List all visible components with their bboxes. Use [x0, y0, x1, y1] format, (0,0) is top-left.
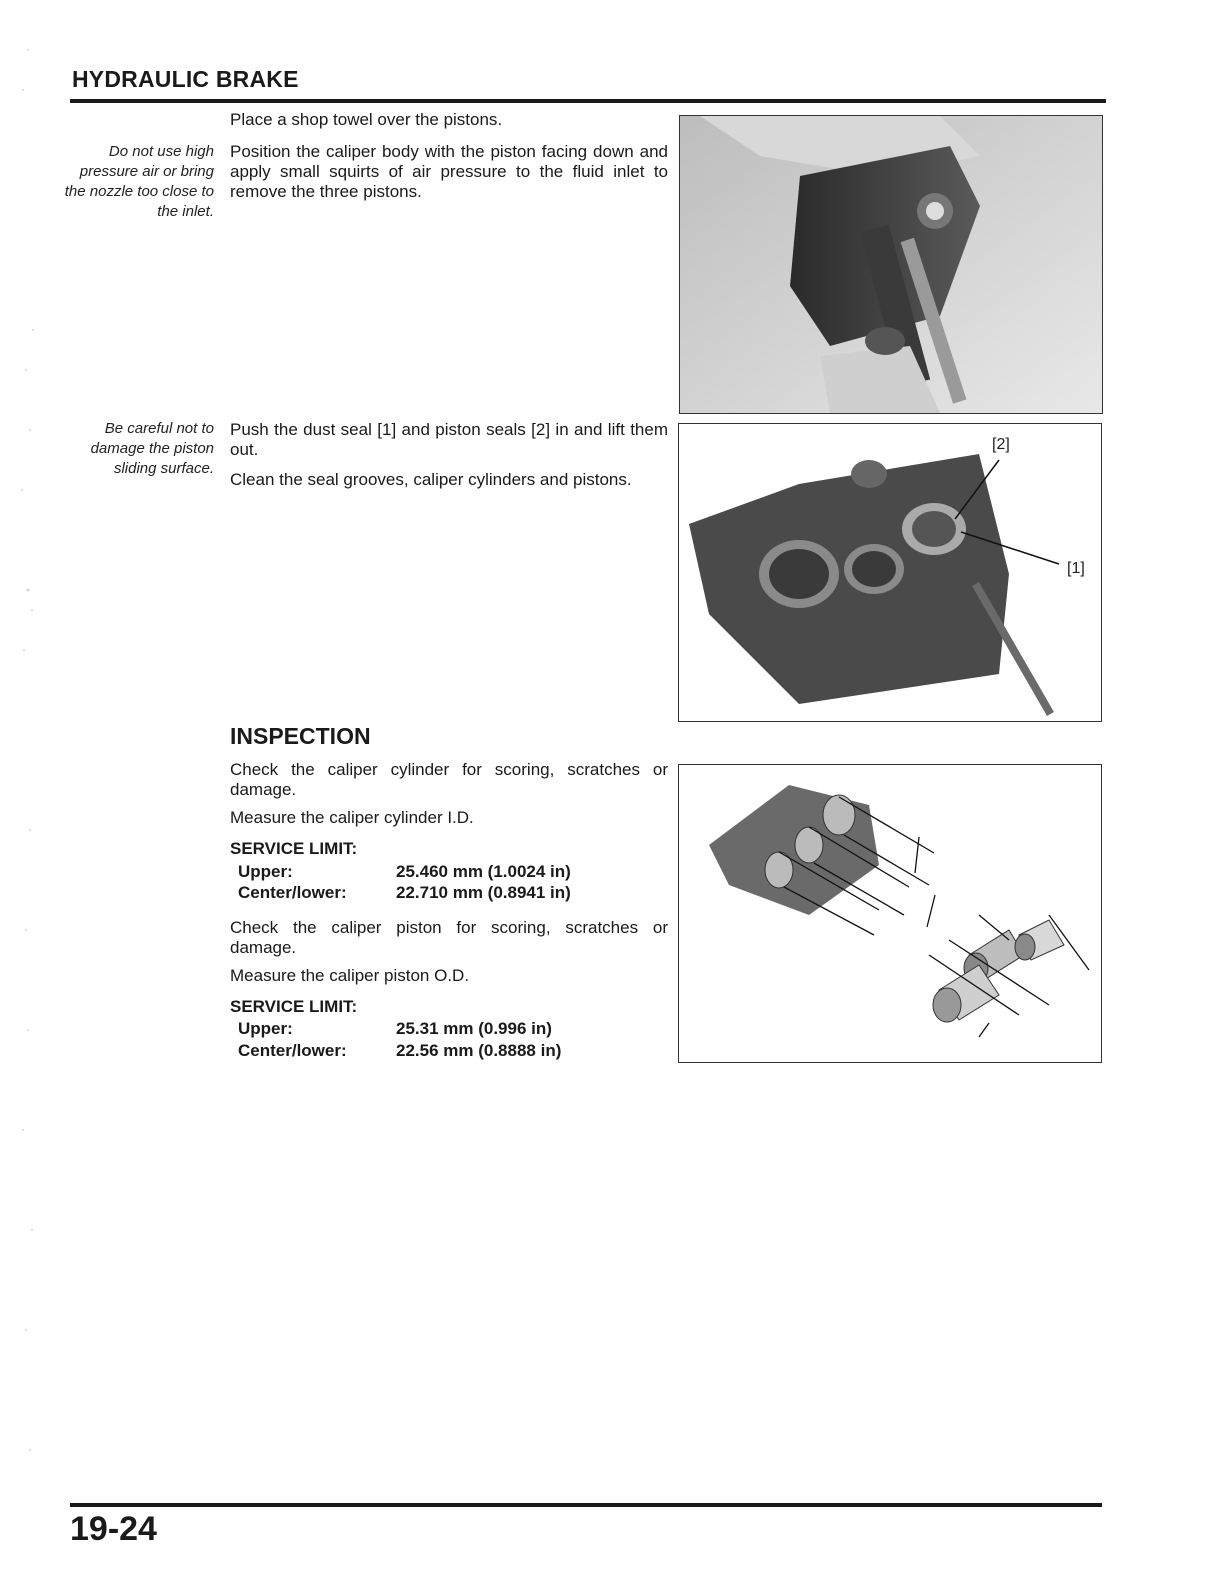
label-piston-seal: [2] [992, 436, 1010, 453]
figure-air-removal-photo [679, 115, 1103, 414]
piston-check-text: Check the caliper piston for scoring, scratches or damage. [230, 918, 668, 957]
spec-key: Upper: [238, 862, 293, 881]
page-number: 19-24 [70, 1510, 157, 1548]
caliper-seal-illustration [679, 424, 1101, 721]
caution-note-sliding-surface: Be careful not to damage the piston sliding surface. [90, 420, 214, 477]
cylinder-service-limit-label: SERVICE LIMIT: [230, 839, 358, 858]
piston-limit-upper [238, 1019, 658, 1041]
scan-artifacts [8, 30, 48, 1510]
step-remove-seals: Push the dust seal [1] and piston seals [2] in and lift them out. [230, 420, 668, 459]
spec-key: Center/lower: [238, 883, 347, 902]
label-dust-seal: [1] [1067, 560, 1085, 577]
figure-measurement-diagram [678, 764, 1102, 1063]
section-title: HYDRAULIC BRAKE [72, 66, 299, 92]
header-rule [70, 99, 1106, 103]
cylinder-measure-text: Measure the caliper cylinder I.D. [230, 808, 474, 827]
footer-rule [70, 1503, 1102, 1507]
step-remove-pistons: Position the caliper body with the piston facing down and apply small squirts of air pressure to the fluid inlet to remove the three pistons. [230, 142, 668, 201]
inspection-heading: INSPECTION [230, 723, 371, 749]
spec-value: 22.56 mm (0.8888 in) [396, 1041, 562, 1060]
piston-limit-center-lower [238, 1041, 658, 1063]
step-clean-parts: Clean the seal grooves, caliper cylinders and pistons. [230, 470, 632, 489]
cylinder-check-text: Check the caliper cylinder for scoring, scratches or damage. [230, 760, 668, 799]
step-shop-towel: Place a shop towel over the pistons. [230, 110, 503, 129]
spec-key: Center/lower: [238, 1041, 347, 1060]
spec-value: 25.460 mm (1.0024 in) [396, 862, 571, 881]
piston-measure-text: Measure the caliper piston O.D. [230, 966, 470, 985]
caliper-piston-measurement-illustration [679, 765, 1101, 1062]
caution-note-air-pressure: Do not use high pressure air or bring the nozzle too close to the inlet. [64, 143, 214, 220]
caliper-air-nozzle-illustration [680, 116, 1102, 413]
cylinder-limit-upper [238, 862, 658, 884]
spec-key: Upper: [238, 1019, 293, 1038]
piston-service-limit-label: SERVICE LIMIT: [230, 997, 358, 1016]
cylinder-limit-center-lower [238, 883, 658, 905]
figure-seal-removal-photo [678, 423, 1102, 722]
spec-value: 25.31 mm (0.996 in) [396, 1019, 552, 1038]
spec-value: 22.710 mm (0.8941 in) [396, 883, 571, 902]
